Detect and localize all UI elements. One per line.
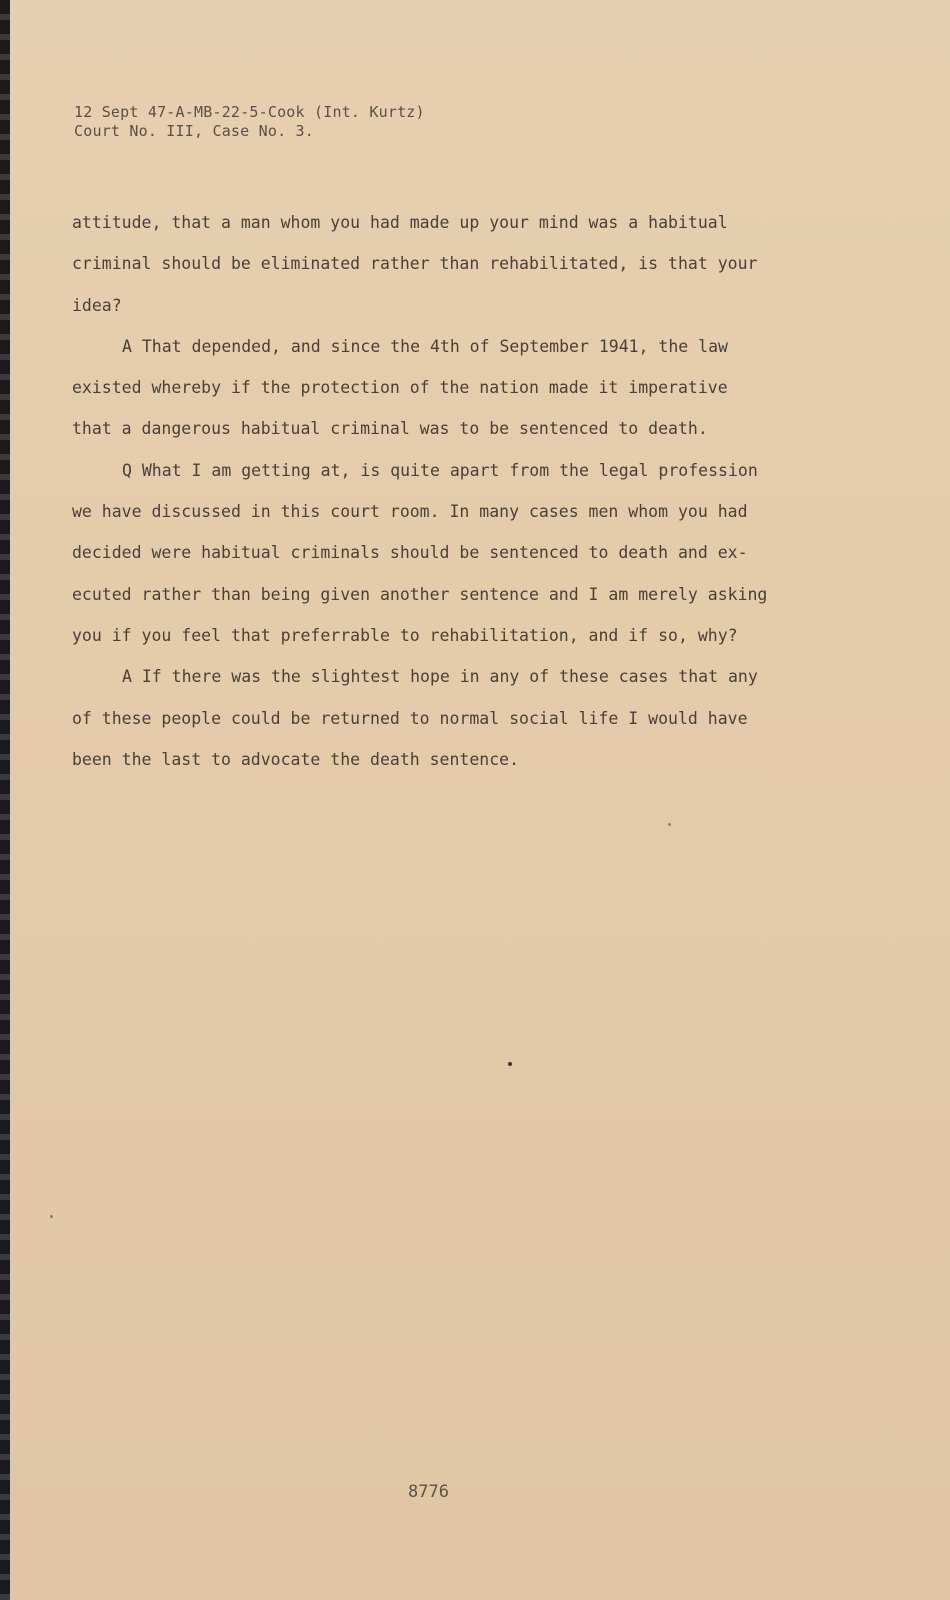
paper-speck (668, 823, 671, 826)
transcript-line: we have discussed in this court room. In many cases men whom you had (72, 502, 748, 522)
transcript-line: decided were habitual criminals should be sentenced to death and ex- (72, 543, 748, 563)
answer-line: A If there was the slightest hope in any of these cases that any (122, 667, 758, 687)
transcript-line: that a dangerous habitual criminal was to be sentenced to death. (72, 419, 708, 439)
transcript-line: existed whereby if the protection of the nation made it imperative (72, 378, 728, 398)
binding-edge (0, 0, 10, 1600)
transcript-line: of these people could be returned to normal social life I would have (72, 708, 748, 728)
question-line: Q What I am getting at, is quite apart from the legal profession (122, 460, 758, 480)
answer-line: A That depended, and since the 4th of September 1941, the law (122, 336, 728, 356)
header-court-case-line: Court No. III, Case No. 3. (74, 122, 314, 140)
transcript-line: ecuted rather than being given another sentence and I am merely asking (72, 584, 768, 604)
transcript-line: idea? (72, 295, 122, 315)
transcript-line: you if you feel that preferrable to rehabilitation, and if so, why? (72, 625, 738, 645)
paper-speck (508, 1062, 512, 1066)
transcript-line: criminal should be eliminated rather than rehabilitated, is that your (72, 254, 758, 274)
page-number: 8776 (408, 1482, 449, 1502)
transcript-line: attitude, that a man whom you had made up your mind was a habitual (72, 213, 728, 232)
transcript-line: been the last to advocate the death sentence. (72, 749, 520, 769)
paper-speck (50, 1215, 53, 1218)
header-reference-line: 12 Sept 47-A-MB-22-5-Cook (Int. Kurtz) (74, 103, 425, 121)
transcript-body (72, 202, 792, 780)
document-header (74, 103, 425, 141)
